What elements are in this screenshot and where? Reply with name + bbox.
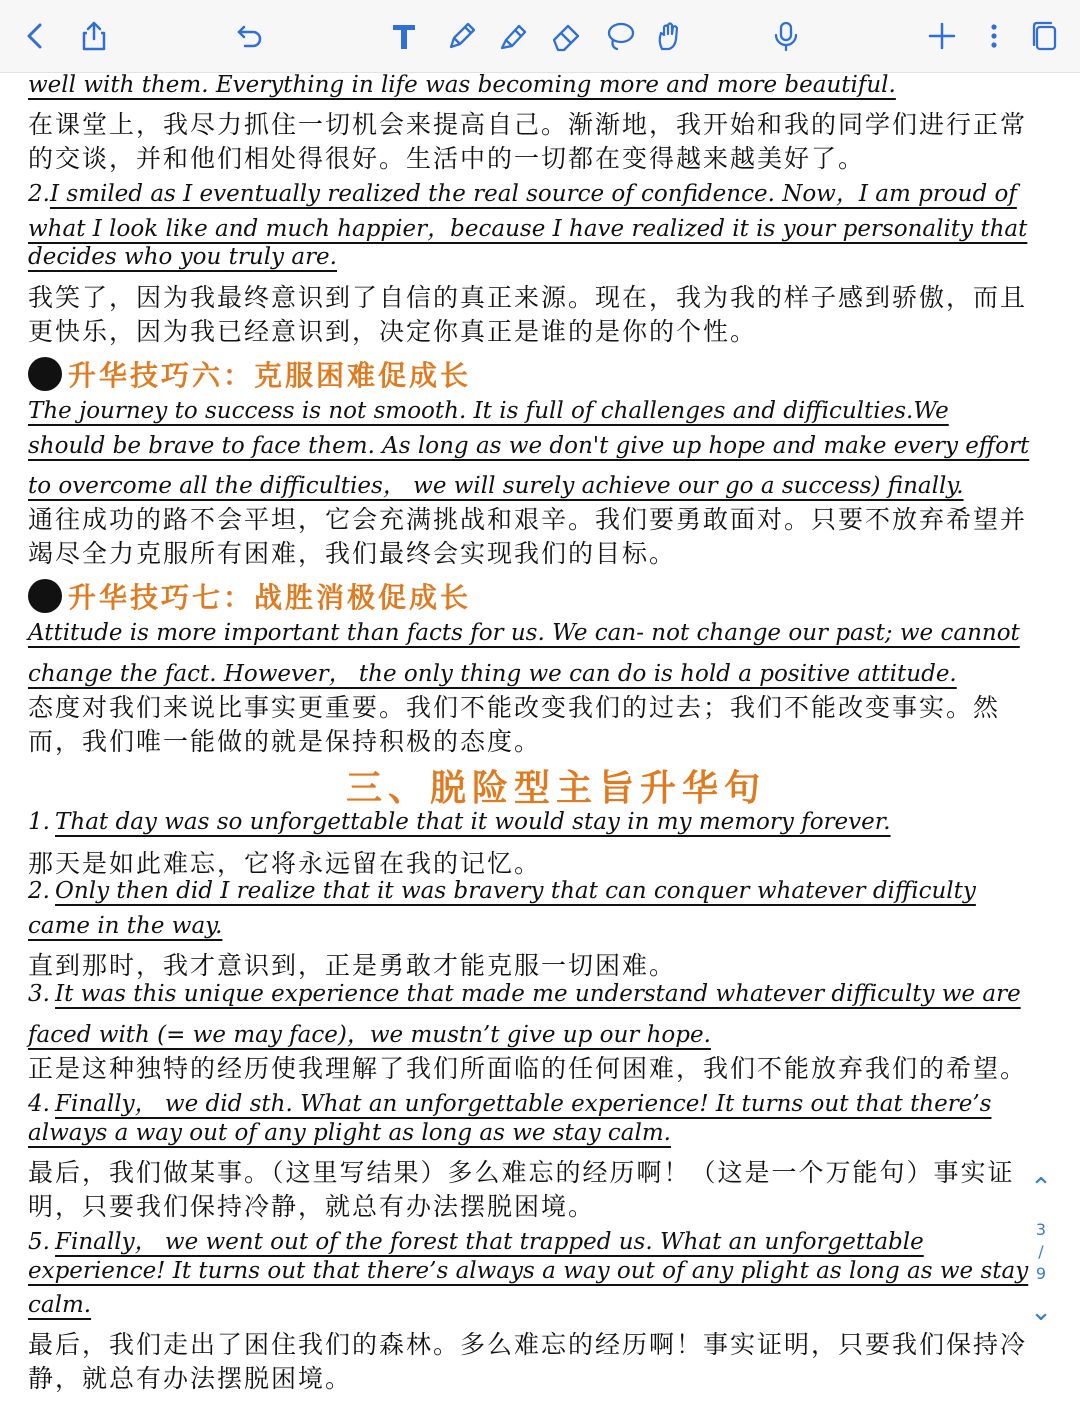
english-line: decides who you truly are.	[28, 244, 337, 270]
english-line: came in the way.	[28, 913, 223, 939]
chinese-line: 那天是如此难忘，它将永远留在我的记忆。	[28, 849, 542, 878]
item-number: 1.	[28, 809, 50, 835]
english-line: Only then did I realize that it was bravery that can conquer whatever difficulty	[55, 878, 976, 904]
english-line: to overcome all the difficulties， we will surely achieve our go a success) finally.	[28, 473, 964, 499]
chevron-up-icon[interactable]: ⌃	[1030, 1173, 1052, 1203]
heading-text: 升华技巧六：克服困难促成长	[68, 359, 472, 392]
eraser-icon[interactable]	[544, 14, 588, 58]
item-number: 2.	[28, 878, 50, 904]
english-line: faced with (= we may face)，we mustn’t give up our hope.	[28, 1022, 711, 1048]
english-line: It was this unique experience that made me understand whatever difficulty we are	[55, 981, 1021, 1007]
chinese-line: 而，我们唯一能做的就是保持积极的态度。	[28, 727, 542, 756]
english-line: well with them. Everything in life was becoming more and more beautiful.	[28, 72, 896, 98]
top-toolbar	[0, 0, 1080, 73]
item-number: 4.	[28, 1091, 50, 1117]
tip-heading-6	[28, 354, 471, 394]
chinese-line: 直到那时，我才意识到，正是勇敢才能克服一切困难。	[28, 951, 677, 980]
chinese-line: 在课堂上，我尽力抓住一切机会来提高自己。渐渐地，我开始和我的同学们进行正常	[28, 110, 1028, 139]
chinese-line: 静，就总有办法摆脱困境。	[28, 1364, 353, 1393]
pen-icon[interactable]	[440, 14, 484, 58]
text-tool-icon[interactable]	[382, 14, 426, 58]
sentence-3	[28, 981, 1021, 1007]
current-page: 3	[1035, 1220, 1047, 1239]
english-line: always a way out of any plight as long as we stay calm.	[28, 1120, 671, 1146]
chinese-line: 我笑了，因为我最终意识到了自信的真正来源。现在，我为我的样子感到骄傲，而且	[28, 283, 1028, 312]
english-line: The journey to success is not smooth. It is full of challenges and difficulties.We	[28, 398, 949, 424]
chinese-line: 通往成功的路不会平坦，它会充满挑战和艰辛。我们要勇敢面对。只要不放弃希望并	[28, 505, 1028, 534]
pages-icon[interactable]	[1022, 14, 1066, 58]
english-line: experience! It turns out that there’s always a way out of any plight as long as we stay	[28, 1258, 1029, 1284]
english-line: I smiled as I eventually realized the real source of confidence. Now，I am proud of	[49, 181, 1017, 207]
item-number: 5.	[28, 1229, 50, 1255]
english-line: Finally， we went out of the forest that trapped us. What an unforgettable	[55, 1229, 924, 1255]
tip-heading-7	[28, 576, 471, 616]
chinese-line: 正是这种独特的经历使我理解了我们所面临的任何困难，我们不能放弃我们的希望。	[28, 1054, 1028, 1083]
bullet-icon	[28, 579, 62, 613]
english-line: Finally， we did sth. What an unforgettable experience! It turns out that there’s	[55, 1091, 992, 1117]
sentence-4	[28, 1085, 991, 1118]
sentence-2	[28, 878, 976, 904]
bullet-icon	[28, 357, 62, 391]
english-line: That day was so unforgettable that it would stay in my memory forever.	[55, 809, 891, 835]
sentence-2	[28, 175, 1017, 208]
highlighter-icon[interactable]	[492, 14, 536, 58]
page-separator: /	[1038, 1242, 1044, 1261]
total-pages: 9	[1035, 1264, 1047, 1283]
english-line: change the fact. However， the only thing we can do is hold a positive attitude.	[28, 661, 957, 687]
section-title: 三、脱险型主旨升华句	[346, 768, 767, 809]
chinese-line: 最后，我们做某事。（这里写结果）多么难忘的经历啊！（这是一个万能句）事实证	[28, 1158, 1015, 1187]
hand-draw-icon[interactable]	[648, 14, 692, 58]
heading-text: 升华技巧七：战胜消极促成长	[68, 581, 472, 614]
chevron-down-icon[interactable]: ⌄	[1030, 1297, 1052, 1327]
chinese-line: 更快乐，因为我已经意识到，决定你真正是谁的是你的个性。	[28, 317, 758, 346]
english-line: what I look like and much happier，because I have realized it is your personality that	[28, 216, 1028, 242]
item-number: 2.	[28, 181, 50, 207]
add-icon[interactable]	[920, 14, 964, 58]
share-icon[interactable]	[72, 14, 116, 58]
microphone-icon[interactable]	[764, 14, 808, 58]
item-number: 3.	[28, 981, 50, 1007]
chinese-line: 最后，我们走出了困住我们的森林。多么难忘的经历啊！事实证明，只要我们保持冷	[28, 1330, 1028, 1359]
more-icon[interactable]	[972, 14, 1016, 58]
lasso-icon[interactable]	[598, 14, 642, 58]
undo-icon[interactable]	[228, 14, 272, 58]
page-navigator	[1024, 1175, 1058, 1325]
english-line: calm.	[28, 1292, 92, 1318]
sentence-5	[28, 1223, 924, 1256]
chinese-line: 明，只要我们保持冷静，就总有办法摆脱困境。	[28, 1192, 596, 1221]
back-icon[interactable]	[14, 14, 58, 58]
english-line: should be brave to face them. As long as we don't give up hope and make every effort	[28, 433, 1030, 459]
chinese-line: 竭尽全力克服所有困难，我们最终会实现我们的目标。	[28, 539, 677, 568]
sentence-1	[28, 809, 891, 835]
chinese-line: 的交谈，并和他们相处得很好。生活中的一切都在变得越来越美好了。	[28, 144, 866, 173]
chinese-line: 态度对我们来说比事实更重要。我们不能改变我们的过去；我们不能改变事实。然	[28, 693, 1001, 722]
english-line: Attitude is more important than facts for us. We can- not change our past; we cannot	[28, 620, 1020, 646]
